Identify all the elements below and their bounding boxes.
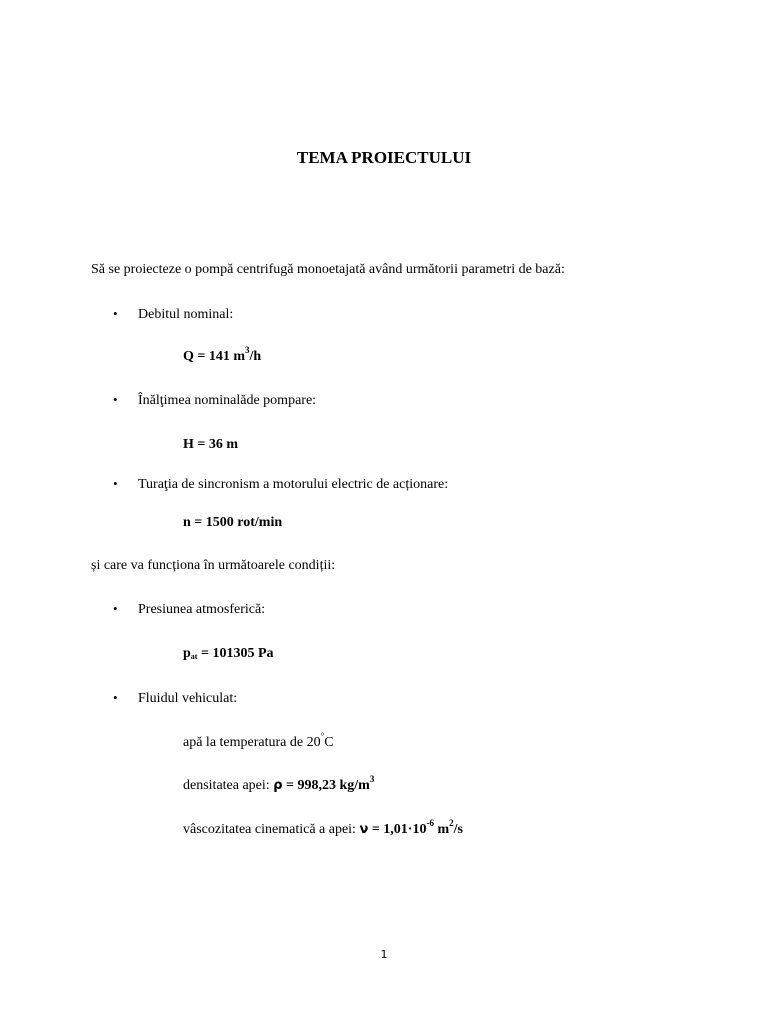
bullet-icon: • (113, 601, 118, 616)
flow-value-prefix: Q = 141 m (183, 349, 246, 364)
temperature-text: apă la temperatura de 20 (183, 735, 321, 750)
flow-value (183, 345, 262, 366)
list-item-speed (113, 475, 448, 494)
viscosity-unit: m (433, 822, 450, 837)
density-value: = 998,23 kg/m (282, 778, 370, 793)
fluid-viscosity (183, 818, 463, 839)
pressure-number: = 101305 Pa (197, 646, 274, 661)
viscosity-unit-exponent: 2 (449, 818, 454, 829)
bullet-icon: • (113, 476, 118, 491)
fluid-density (183, 774, 375, 795)
pressure-label: Presiunea atmosferică: (138, 602, 266, 617)
pressure-symbol: p (183, 646, 191, 661)
conditions-paragraph: și care va funcționa în următoarele condiții: (91, 558, 336, 573)
speed-label: Turaţia de sincronism a motorului electric de acționare: (138, 477, 449, 492)
list-item-head (113, 391, 316, 410)
fluid-temperature (183, 731, 334, 752)
bullet-icon: • (113, 392, 118, 407)
density-label: densitatea apei: (183, 778, 274, 793)
head-label: Înălţimea nominalăde pompare: (138, 393, 317, 408)
nu-symbol: ν (359, 822, 369, 837)
degree-symbol: ° (320, 731, 325, 742)
fluid-label: Fluidul vehiculat: (138, 691, 238, 706)
flow-value-exponent: 3 (245, 345, 250, 356)
flow-value-suffix: /h (249, 349, 262, 364)
list-item-flow (113, 305, 233, 324)
pressure-subscript: at (190, 652, 198, 661)
bullet-icon: • (113, 306, 118, 321)
list-item-pressure (113, 600, 265, 619)
viscosity-exponent: -6 (426, 818, 434, 829)
page-title: TEMA PROIECTULUI (296, 148, 472, 167)
rho-symbol: ρ (273, 778, 283, 793)
temperature-unit: C (324, 735, 334, 750)
head-value: H = 36 m (183, 437, 239, 452)
list-item-fluid (113, 689, 237, 708)
viscosity-label: vâscozitatea cinematică a apei: (183, 822, 360, 837)
viscosity-value: = 1,01·10 (368, 822, 427, 837)
intro-paragraph: Să se proiecteze o pompă centrifugă monoetajată având următorii parametri de bază: (91, 262, 565, 277)
viscosity-unit-suffix: /s (453, 822, 463, 837)
pressure-value (183, 645, 274, 663)
page-number: 1 (380, 948, 388, 961)
bullet-icon: • (113, 690, 118, 705)
speed-value: n = 1500 rot/min (183, 515, 283, 530)
density-exponent: 3 (369, 774, 375, 785)
flow-label: Debitul nominal: (138, 307, 234, 322)
